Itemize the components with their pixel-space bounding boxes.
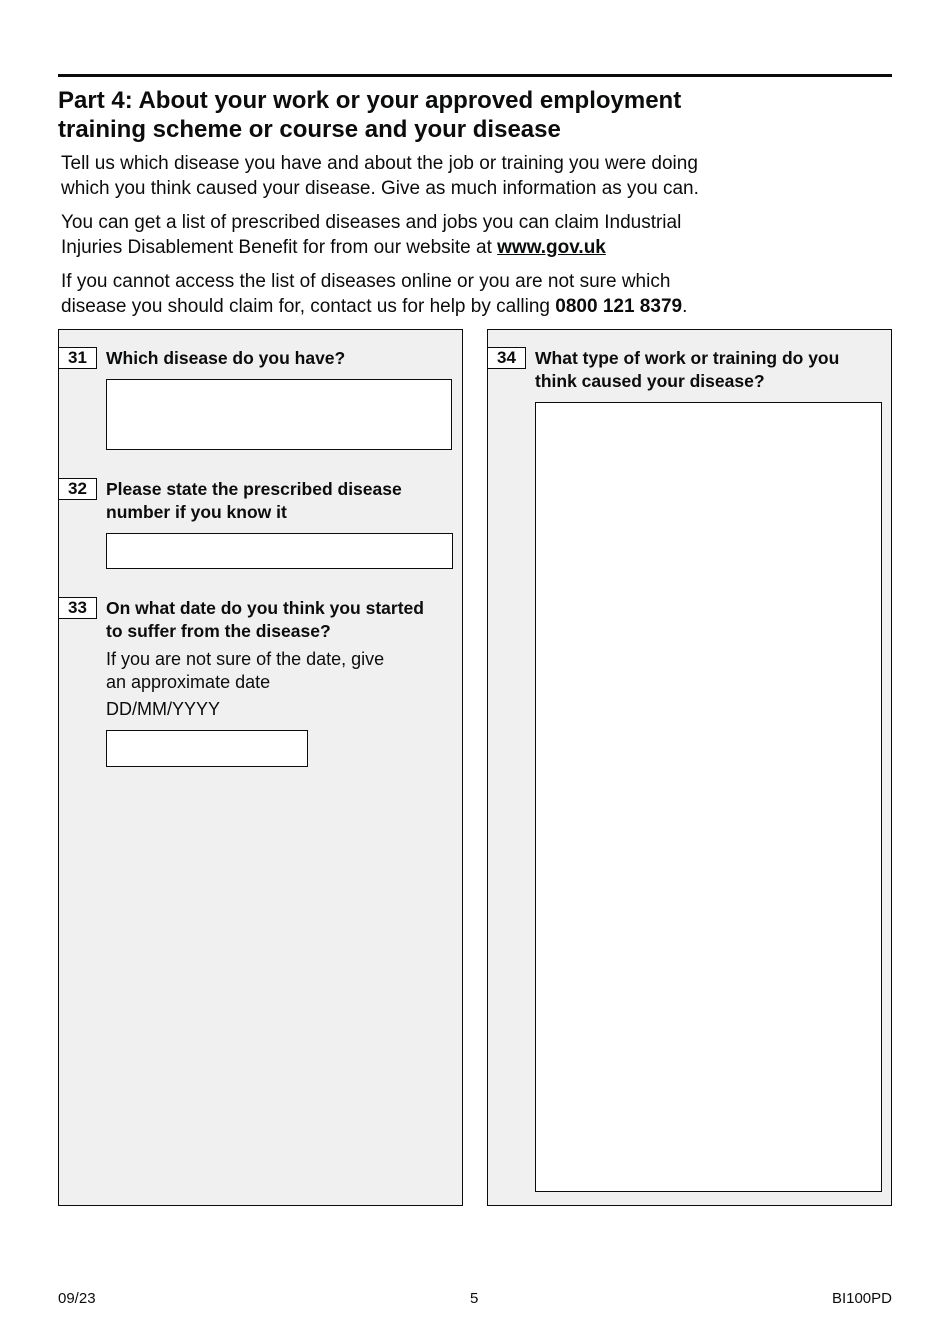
question-34-label (535, 347, 839, 393)
question-33-hint-line-2: an approximate date (106, 672, 271, 692)
work-or-training-input[interactable] (535, 402, 882, 1192)
page-title-line-2: training scheme or course and your disease (58, 116, 561, 143)
prescribed-disease-number-input[interactable] (106, 533, 453, 569)
disease-name-input[interactable] (106, 379, 452, 450)
question-34-label-line-1: What type of work or training do you (535, 348, 840, 368)
question-33-label-line-2: to suffer from the disease? (106, 621, 331, 641)
intro-2-line-2-text: Injuries Disablement Benefit for from our website at (61, 236, 498, 258)
helpline-phone-number: 0800 121 8379 (555, 295, 683, 317)
intro-2-line-2 (61, 236, 801, 261)
page-title (58, 86, 838, 144)
question-33-hint-line-1: If you are not sure of the date, give (106, 649, 385, 669)
footer-date: 09/23 (58, 1290, 96, 1307)
question-33-hint (106, 648, 384, 694)
footer-form-reference: BI100PD (831, 1290, 892, 1307)
question-32-number: 32 (59, 478, 97, 500)
date-format-hint: DD/MM/YYYY (106, 699, 221, 719)
question-32-label (106, 478, 402, 524)
intro-paragraph-1 (61, 152, 801, 201)
question-32-label-line-1: Please state the prescribed disease (106, 479, 402, 499)
question-32-label-line-2: number if you know it (106, 502, 287, 522)
question-34-number: 34 (488, 347, 526, 369)
intro-3-line-2 (61, 295, 801, 320)
question-34-label-line-2: think caused your disease? (535, 371, 765, 391)
question-31-label-text: Which disease do you have? (106, 348, 346, 368)
intro-2-line-1: You can get a list of prescribed diseases and jobs you can claim Industrial (61, 212, 682, 233)
gov-uk-link[interactable]: www.gov.uk (497, 236, 606, 258)
intro-3-line-2-text: disease you should claim for, contact us for help by calling (61, 295, 556, 317)
questions-left-panel (58, 329, 463, 1206)
intro-1-line-1: Tell us which disease you have and about the job or training you were doing (61, 153, 698, 174)
intro-paragraph-3 (61, 270, 801, 319)
question-33-number: 33 (59, 597, 97, 619)
top-divider (58, 74, 892, 77)
intro-paragraph-2 (61, 211, 801, 260)
question-31-label (106, 347, 345, 370)
footer-page-number: 5 (470, 1290, 479, 1307)
intro-3-suffix: . (682, 295, 688, 317)
page-title-line-1: Part 4: About your work or your approved employment (58, 87, 682, 114)
intro-3-line-1: If you cannot access the list of diseases online or you are not sure which (61, 271, 671, 292)
disease-start-date-input[interactable] (106, 730, 308, 767)
question-31-number: 31 (59, 347, 97, 369)
question-33-label (106, 597, 424, 643)
intro-1-line-2: which you think caused your disease. Give as much information as you can. (61, 177, 699, 199)
question-33-label-line-1: On what date do you think you started (106, 598, 424, 618)
questions-right-panel (487, 329, 892, 1206)
